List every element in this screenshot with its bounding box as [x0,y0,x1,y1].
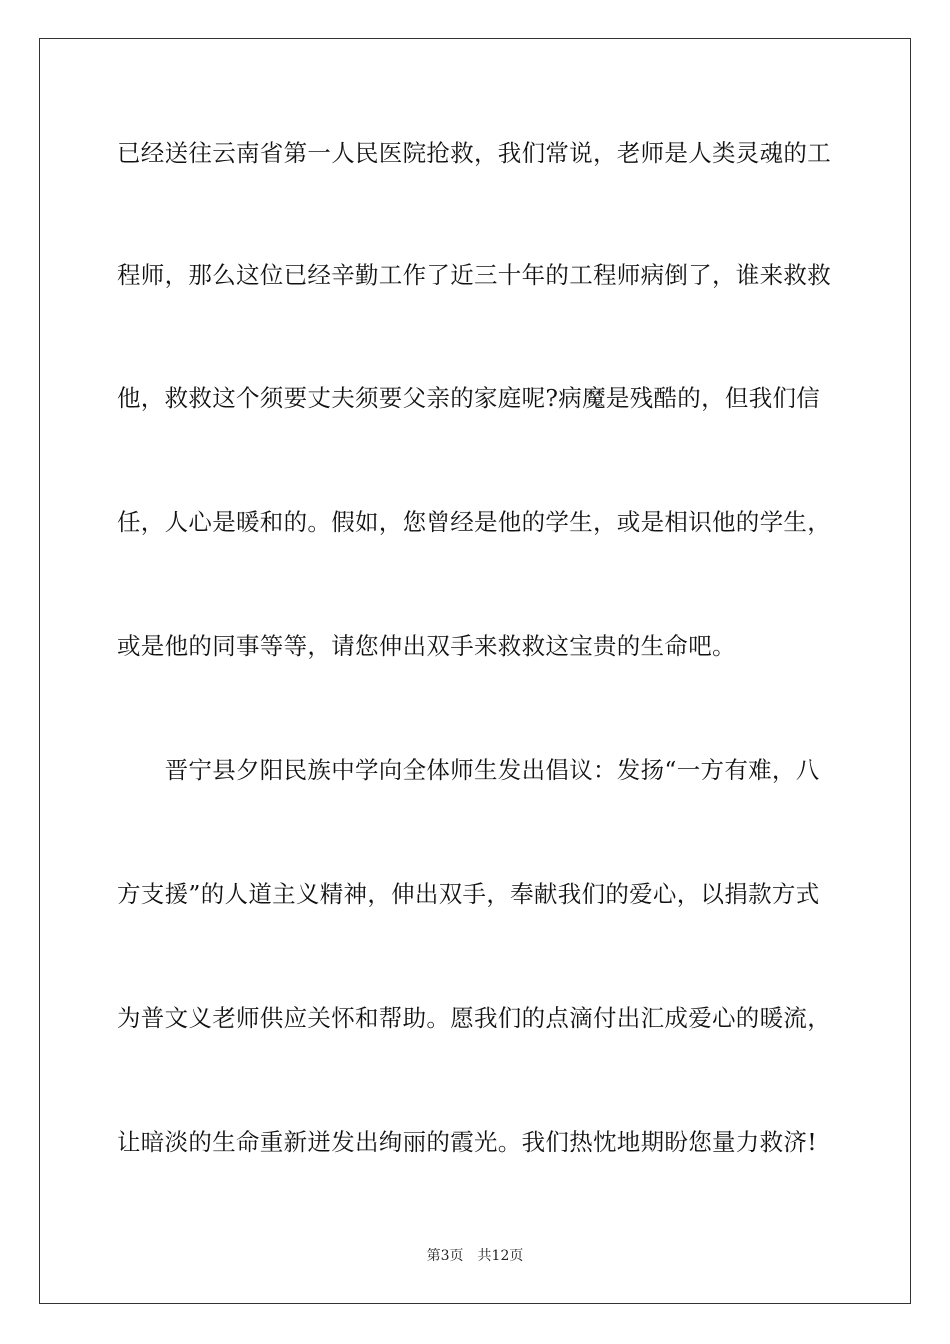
text-line: 他，救救这个须要丈夫须要父亲的家庭呢?病魔是残酷的，但我们信 [117,384,821,412]
text-line: 任，人心是暖和的。假如，您曾经是他的学生，或是相识他的学生， [117,508,831,536]
page-border [39,38,911,1304]
page-number: 第3页 [426,1248,464,1264]
page-total: 共12页 [477,1248,524,1264]
text-line: 让暗淡的生命重新迸发出绚丽的霞光。我们热忱地期盼您量力救济! [117,1128,817,1156]
text-line: 或是他的同事等等，请您伸出双手来救救这宝贵的生命吧。 [117,632,736,660]
text-line: 晋宁县夕阳民族中学向全体师生发出倡议：发扬“一方有难，八 [117,756,820,784]
text-line: 程师，那么这位已经辛勤工作了近三十年的工程师病倒了，谁来救救 [117,261,831,289]
page-footer [0,1247,950,1265]
text-line: 方支援”的人道主义精神，伸出双手，奉献我们的爱心，以捐款方式 [117,880,820,908]
text-line: 为普文义老师供应关怀和帮助。愿我们的点滴付出汇成爱心的暖流， [117,1004,831,1032]
text-line: 已经送往云南省第一人民医院抢救，我们常说，老师是人类灵魂的工 [117,139,831,167]
